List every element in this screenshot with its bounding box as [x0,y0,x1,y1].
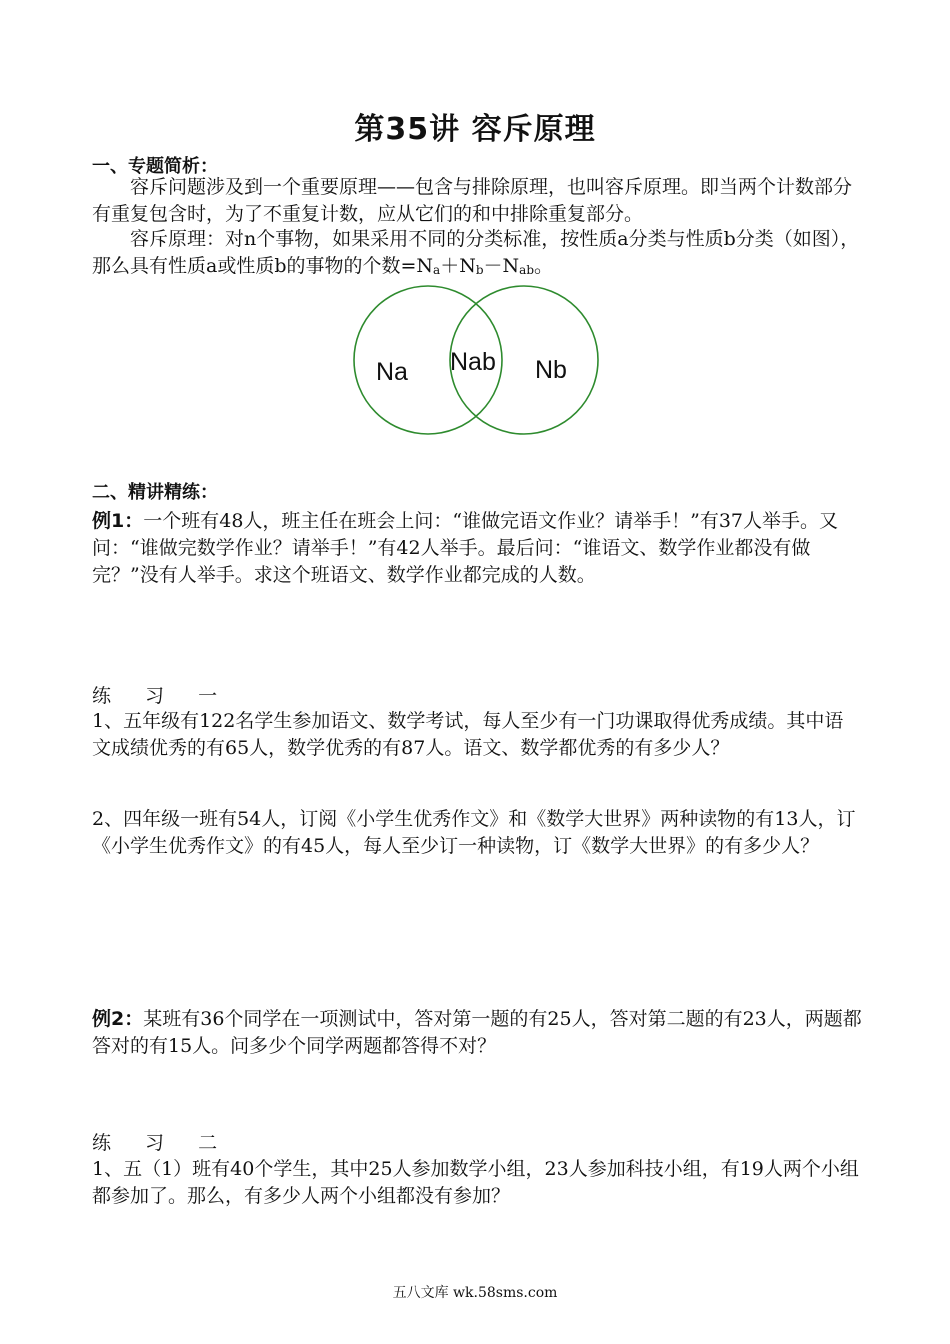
venn-diagram [352,282,602,438]
example-2 [92,1006,862,1060]
example-2-label: 例2： [92,1008,144,1030]
venn-label-na: Na [376,358,408,386]
venn-label-nb: Nb [535,356,567,384]
section1-heading: 一、专题简析： [92,156,218,177]
example-1-label: 例1： [92,510,144,532]
example-2-text: 某班有36个同学在一项测试中，答对第一题的有25人，答对第二题的有23人，两题都答对的有15人。问多少个同学两题都答得不对？ [92,1008,862,1057]
para2-text: 容斥原理：对n个事物，如果采用不同的分类标准，按性质a分类与性质b分类（如图），那么具有性质a或性质b的事物的个数=N [92,228,860,277]
practice-1-heading: 练 习 一 [92,685,232,707]
para2-sub-a: a [433,263,441,277]
section1-paragraph-2 [92,226,862,284]
practice-2-question-1: 1、五（1）班有40个学生，其中25人参加数学小组，23人参加科技小组，有19人两个小组都参加了。那么，有多少人两个小组都没有参加？ [92,1158,859,1207]
practice-1-question-1: 1、五年级有122名学生参加语文、数学考试，每人至少有一门功课取得优秀成绩。其中语文成绩优秀的有65人，数学优秀的有87人。语文、数学都优秀的有多少人？ [92,710,844,759]
page-title: 第35讲 容斥原理 [354,112,596,147]
practice-1-question-2: 2、四年级一班有54人，订阅《小学生优秀作文》和《数学大世界》两种读物的有13人，订《小学生优秀作文》的有45人，每人至少订一种读物，订《数学大世界》的有多少人？ [92,808,856,857]
para2-sub-b: b [475,263,484,277]
section2-heading: 二、精讲精练： [92,482,218,503]
para2-plus: ＋N [440,255,476,277]
para2-sub-ab: ab [519,263,535,277]
example-1-text: 一个班有48人，班主任在班会上问：“谁做完语文作业？请举手！”有37人举手。又问：“谁做完数学作业？请举手！”有42人举手。最后问：“谁语文、数学作业都没有做完？”没有人举手。求这个班语文、数学作业都完成的人数。 [92,510,839,586]
footer-watermark: 五八文库 wk.58sms.com [392,1285,558,1301]
venn-label-nab: Nab [450,348,496,376]
para2-end: 。 [534,255,554,277]
practice-2-heading: 练 习 二 [92,1132,232,1154]
para2-minus: －N [483,255,520,277]
example-1 [92,508,862,589]
section1-paragraph-1: 容斥问题涉及到一个重要原理——包含与排除原理，也叫容斥原理。即当两个计数部分有重复包含时，为了不重复计数，应从它们的和中排除重复部分。 [92,176,853,225]
